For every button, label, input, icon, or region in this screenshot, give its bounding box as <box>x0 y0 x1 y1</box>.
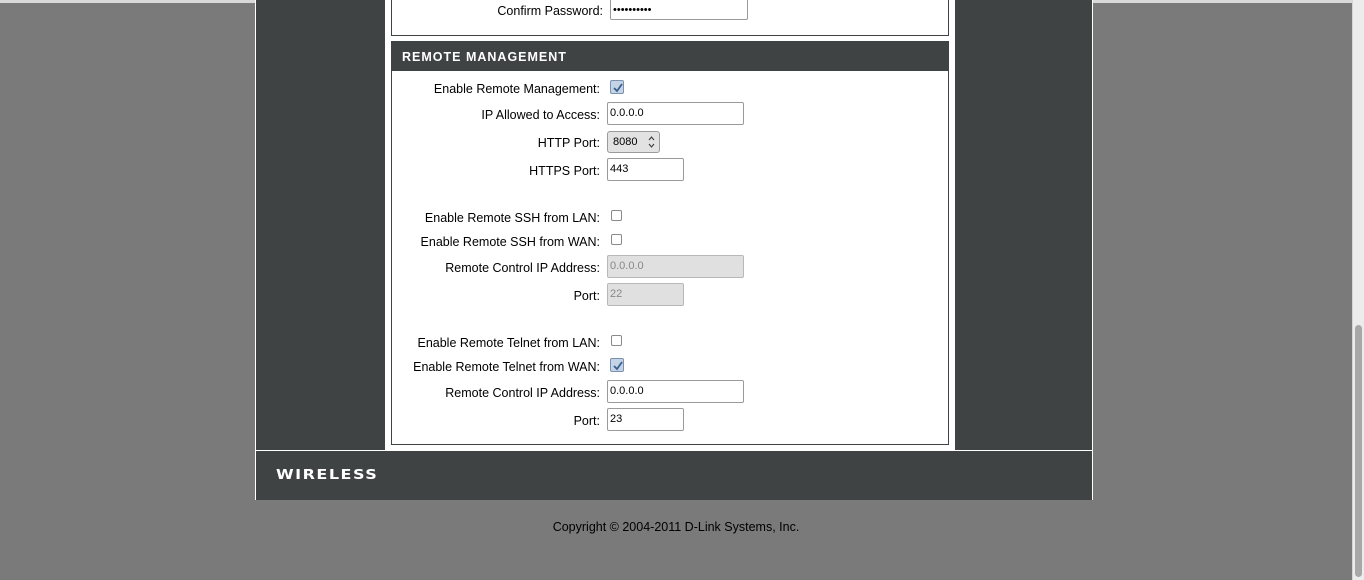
https-port-label: HTTPS Port: <box>529 164 600 178</box>
http-port-label: HTTP Port: <box>537 136 600 150</box>
checkmark-icon <box>612 360 624 372</box>
telnet-remote-ip-input[interactable]: 0.0.0.0 <box>607 380 744 403</box>
confirm-password-label: Confirm Password: <box>497 4 603 18</box>
telnet-lan-checkbox[interactable] <box>611 335 622 346</box>
scrollbar-thumb[interactable] <box>1355 325 1362 577</box>
footer-separator <box>256 450 1092 451</box>
checkmark-icon <box>612 82 624 94</box>
copyright-text: Copyright © 2004-2011 D-Link Systems, Inc. <box>552 520 800 534</box>
confirm-password-input[interactable]: •••••••••• <box>610 0 748 20</box>
ssh-wan-label: Enable Remote SSH from WAN: <box>420 235 600 249</box>
ssh-remote-ip-input[interactable]: 0.0.0.0 <box>607 255 744 278</box>
enable-remote-management-label: Enable Remote Management: <box>433 82 600 96</box>
telnet-port-label: Port: <box>573 414 600 428</box>
telnet-remote-ip-label: Remote Control IP Address: <box>445 386 600 400</box>
http-port-spinner[interactable] <box>607 131 660 153</box>
enable-remote-management-checkbox[interactable] <box>610 80 624 94</box>
telnet-port-input[interactable]: 23 <box>607 408 684 431</box>
spinner-arrows-icon[interactable] <box>648 135 655 149</box>
section-title: REMOTE MANAGEMENT <box>392 42 948 71</box>
telnet-wan-label: Enable Remote Telnet from WAN: <box>413 360 600 374</box>
ssh-wan-checkbox[interactable] <box>611 234 622 245</box>
ssh-port-label: Port: <box>573 289 600 303</box>
ip-allowed-label: IP Allowed to Access: <box>481 108 600 122</box>
http-port-value: 8080 <box>613 136 638 148</box>
ssh-port-input[interactable]: 22 <box>607 283 684 306</box>
ssh-remote-ip-label: Remote Control IP Address: <box>445 261 600 275</box>
ssh-lan-checkbox[interactable] <box>611 210 622 221</box>
https-port-input[interactable]: 443 <box>607 158 684 181</box>
telnet-wan-checkbox[interactable] <box>610 358 624 372</box>
telnet-lan-label: Enable Remote Telnet from LAN: <box>417 336 600 350</box>
ip-allowed-input[interactable]: 0.0.0.0 <box>607 102 744 125</box>
wireless-logo: WIRELESS <box>276 466 379 483</box>
ssh-lan-label: Enable Remote SSH from LAN: <box>424 211 600 225</box>
